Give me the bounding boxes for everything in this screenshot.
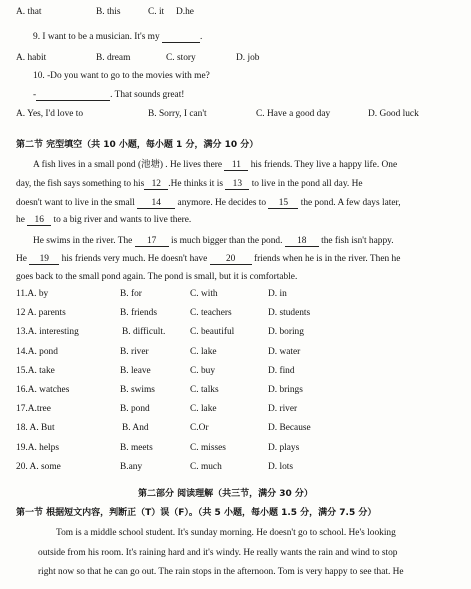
part-title: 第二部分 阅读理解（共三节，满分 30 分） [138, 489, 313, 499]
option-d[interactable]: D. students [268, 308, 311, 318]
question-9-text: 9. I want to be a musician. It's my [33, 32, 160, 42]
question-9 [33, 31, 202, 43]
option-row [0, 384, 471, 396]
option-d[interactable]: D. lots [268, 462, 294, 472]
option-c: C. it [148, 7, 165, 17]
option-b[interactable]: B. meets [120, 443, 153, 453]
question-10-reply [33, 89, 184, 101]
option-row [0, 422, 471, 434]
option-d[interactable]: D. boring [268, 327, 304, 337]
text: He [16, 254, 27, 264]
text: his friends. They live a happy life. One [250, 160, 398, 170]
option-a[interactable]: 16.A. watches [16, 385, 70, 395]
passage-line [16, 214, 191, 226]
option-b[interactable]: B. leave [120, 366, 151, 376]
option-row [0, 461, 471, 473]
option-c[interactable]: C. much [190, 462, 222, 472]
option-a: A. Yes, I'd love to [16, 109, 84, 119]
option-row [0, 307, 471, 319]
question-8-options [0, 6, 471, 18]
option-b[interactable]: B. river [120, 347, 149, 357]
passage-line [33, 159, 397, 171]
option-c: C. story [166, 53, 196, 63]
reading-line: right now so that he can go out. The rain stops in the afternoon. Tom is very happy to see that. He [38, 567, 404, 577]
blank-19[interactable]: 19 [29, 254, 59, 265]
option-a[interactable]: 14.A. pond [16, 347, 58, 357]
option-d[interactable]: D. river [268, 404, 298, 414]
option-a[interactable]: 15.A. take [16, 366, 55, 376]
option-a[interactable]: 13.A. interesting [16, 327, 79, 337]
option-c[interactable]: C. teachers [190, 308, 232, 318]
option-b[interactable]: B. And [122, 423, 149, 433]
passage-line [16, 253, 400, 265]
section-title: 第一节 根据短文内容，判断正（T）误（F）。（共 5 小题，每小题 1.5 分，满分 7.5 分） [16, 508, 377, 518]
option-a[interactable]: 18. A. But [16, 423, 55, 433]
option-d[interactable]: D. find [268, 366, 295, 376]
question-10: 10. -Do you want to go to the movies with me? [33, 71, 210, 81]
option-c: C. Have a good day [256, 109, 331, 119]
text: friends when he is in the river. Then he [253, 254, 401, 264]
option-b[interactable]: B.any [120, 462, 143, 472]
text: the pond. A few days later, [300, 198, 401, 208]
reading-line: Tom is a middle school student. It's sunday morning. He doesn't go to school. He's looking [56, 528, 396, 538]
text: he [16, 215, 25, 225]
option-d: D. job [236, 53, 260, 63]
passage-line [33, 235, 394, 247]
blank-15[interactable]: 15 [268, 198, 298, 209]
blank-14[interactable]: 14 [137, 198, 175, 209]
option-c[interactable]: C.Or [190, 423, 209, 433]
blank-18[interactable]: 18 [285, 236, 319, 247]
option-d: D. Good luck [368, 109, 419, 119]
text: .He thinks it is [168, 179, 223, 189]
option-row [0, 288, 471, 300]
option-a[interactable]: 19.A. helps [16, 443, 59, 453]
answer-blank[interactable] [162, 32, 203, 43]
blank-16[interactable]: 16 [27, 215, 51, 226]
section-title: 第二节 完型填空（共 10 小题，每小题 1 分，满分 10 分） [16, 140, 259, 150]
option-c[interactable]: C. with [190, 289, 218, 299]
reply-dash: - [33, 90, 37, 100]
option-c[interactable]: C. buy [190, 366, 216, 376]
option-b[interactable]: B. swims [120, 385, 155, 395]
option-c[interactable]: C. lake [190, 404, 217, 414]
passage-line [16, 197, 401, 209]
blank-13[interactable]: 13 [225, 179, 249, 190]
answer-blank[interactable] [36, 90, 110, 101]
option-a: A. habit [16, 53, 47, 63]
option-b: B. this [96, 7, 121, 17]
text: the fish isn't happy. [321, 236, 394, 246]
option-c[interactable]: C. lake [190, 347, 217, 357]
option-d[interactable]: D. water [268, 347, 301, 357]
option-a[interactable]: 12 A. parents [16, 308, 66, 318]
blank-11[interactable]: 11 [224, 160, 248, 171]
option-c[interactable]: C. misses [190, 443, 226, 453]
blank-17[interactable]: 17 [135, 236, 169, 247]
option-row [0, 346, 471, 358]
option-row [0, 442, 471, 454]
option-b[interactable]: B. friends [120, 308, 157, 318]
option-a[interactable]: 20. A. some [16, 462, 61, 472]
text: doesn't want to live in the small [16, 198, 135, 208]
option-row [0, 365, 471, 377]
option-b: B. Sorry, I can't [148, 109, 207, 119]
text: day, the fish says something to his [16, 179, 145, 189]
text: to a big river and wants to live there. [53, 215, 192, 225]
option-b[interactable]: B. for [120, 289, 142, 299]
option-d: D.he [176, 7, 194, 17]
option-row [0, 403, 471, 415]
text: is much bigger than the pond. [170, 236, 283, 246]
text: A fish lives in a small pond (池塘) . He lives there [33, 160, 223, 170]
text: his friends very much. He doesn't have [61, 254, 208, 264]
option-b[interactable]: B. difficult. [122, 327, 166, 337]
reading-line: outside from his room. It's raining hard and it's windy. He really wants the rain and wind to stop [38, 548, 398, 558]
question-9-options [0, 52, 471, 64]
passage-line: goes back to the small pond again. The pond is small, but it is comfortable. [16, 272, 298, 282]
option-d[interactable]: D. plays [268, 443, 300, 453]
text: to live in the pond all day. He [251, 179, 363, 189]
option-d[interactable]: D. Because [268, 423, 311, 433]
question-9-suffix: . [200, 32, 203, 42]
reply-text: . That sounds great! [110, 90, 185, 100]
blank-12[interactable]: 12 [144, 179, 168, 190]
option-a: A. that [16, 7, 42, 17]
option-c[interactable]: C. talks [190, 385, 219, 395]
option-d[interactable]: D. brings [268, 385, 303, 395]
option-a[interactable]: 11.A. by [16, 289, 49, 299]
passage-line [16, 178, 363, 190]
option-b[interactable]: B. pond [120, 404, 150, 414]
option-d[interactable]: D. in [268, 289, 287, 299]
option-row [0, 326, 471, 338]
text: anymore. He decides to [177, 198, 267, 208]
blank-20[interactable]: 20 [210, 254, 252, 265]
text: He swims in the river. The [33, 236, 133, 246]
question-10-options [0, 108, 471, 120]
option-c[interactable]: C. beautiful [190, 327, 235, 337]
option-a[interactable]: 17.A.tree [16, 404, 51, 414]
option-b: B. dream [96, 53, 131, 63]
